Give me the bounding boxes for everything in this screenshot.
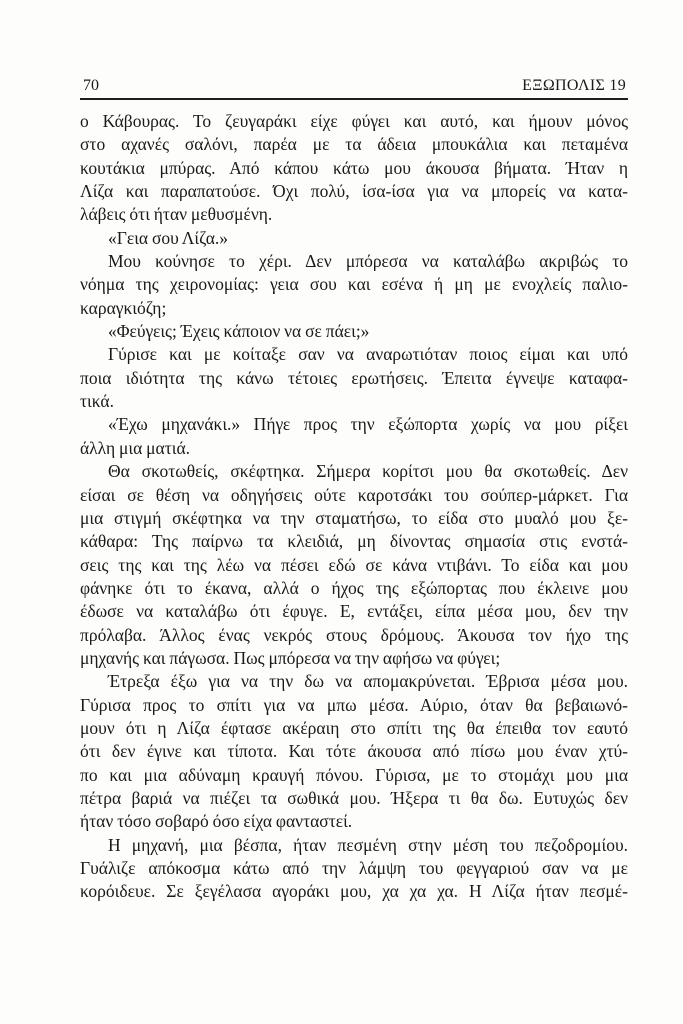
text-line: στο αχανές σαλόνι, παρέα με τα άδεια μπουκάλια και πεταμένα xyxy=(80,134,628,155)
page-number: 70 xyxy=(83,77,99,94)
running-title: ΕΞΩΠΟΛΙΣ 19 xyxy=(522,77,626,94)
text-line: «Γεια σου Λίζα.» xyxy=(108,227,229,248)
text-line: μουν ότι η Λίζα έφτασε ακέραιη στο σπίτι της θα έπειθα τον εαυτό xyxy=(80,717,628,738)
text-line: Η μηχανή, μια βέσπα, ήταν πεσμένη στην μέση του πεζοδρομίου. xyxy=(108,834,628,855)
text-line: Έτρεξα έξω για να την δω να απομακρύνεται. Έβρισα μέσα μου. xyxy=(108,671,628,692)
page-header xyxy=(80,76,626,98)
text-line: Θα σκοτωθείς, σκέφτηκα. Σήμερα κορίτσι μου θα σκοτωθείς. Δεν xyxy=(108,461,628,482)
text-line: νόημα της χειρονομίας: γεια σου και εσένα ή μη με ενοχλείς παλιο- xyxy=(80,274,628,295)
header-rule xyxy=(80,98,628,100)
text-line: ότι δεν έγινε και τίποτα. Και τότε άκουσα από πίσω μου έναν χτύ- xyxy=(80,741,628,762)
text-line: ποια ιδιότητα της κάνω τέτοιες ερωτήσεις. Έπειτα έγνεψε καταφα- xyxy=(80,367,628,388)
text-line: κορόιδευε. Σε ξεγέλασα αγοράκι μου, χα χα χα. Η Λίζα ήταν πεσμέ- xyxy=(80,881,628,902)
text-line: Μου κούνησε το χέρι. Δεν μπόρεσα να καταλάβω ακριβώς το xyxy=(108,251,628,272)
text-line: μηχανής και πάγωσα. Πως μπόρεσα να την αφήσω να φύγει; xyxy=(80,647,501,668)
text-line: πρόλαβα. Άλλος ένας νεκρός στους δρόμους. Άκουσα τον ήχο της xyxy=(80,624,628,645)
text-line: πέτρα βαριά να πιέζει τα σωθικά μου. Ήξερα τι θα δω. Ευτυχώς δεν xyxy=(80,787,628,808)
text-line: μια στιγμή σκέφτηκα να την σταματήσω, το είδα στο μυαλό μου ξε- xyxy=(80,507,628,528)
text-line: φάνηκε ότι το έκανα, αλλά ο ήχος της εξώπορτας που έκλεινε μου xyxy=(80,577,628,598)
text-line: είσαι σε θέση να οδηγήσεις ούτε καροτσάκι του σούπερ-μάρκετ. Για xyxy=(80,484,628,505)
text-line: ήταν τόσο σοβαρό όσο είχα φανταστεί. xyxy=(80,811,353,832)
text-line: «Φεύγεις; Έχεις κάποιον να σε πάει;» xyxy=(108,321,370,342)
text-line: Γύρισε και με κοίταξε σαν να αναρωτιόταν ποιος είμαι και υπό xyxy=(108,344,628,365)
text-line: σεις της και της λέω να πέσει εδώ σε κάνα ντιβάνι. Το είδα και μου xyxy=(80,554,628,575)
text-line: Γυάλιζε απόκοσμα κάτω από την λάμψη του φεγγαριού σαν να με xyxy=(80,858,628,878)
body-text xyxy=(80,110,628,904)
text-line: έδωσε να καταλάβω ότι έφυγε. Ε, εντάξει, είπα μέσα μου, δεν την xyxy=(80,601,628,622)
text-line: λάβεις ότι ήταν μεθυσμένη. xyxy=(80,204,273,225)
text-line: καραγκιόζη; xyxy=(80,297,167,318)
text-line: Γύρισα προς το σπίτι για να μπω μέσα. Αύριο, όταν θα βεβαιωνό- xyxy=(80,694,628,715)
text-line: τικά. xyxy=(80,391,114,412)
text-line: πο και μια αδύναμη κραυγή πόνου. Γύρισα, με το στομάχι μου μια xyxy=(80,764,628,785)
text-line: ο Κάβουρας. Το ζευγαράκι είχε φύγει και αυτό, και ήμουν μόνος xyxy=(80,111,628,131)
text-line: «Έχω μηχανάκι.» Πήγε προς την εξώπορτα χωρίς να μου ρίξει xyxy=(108,414,628,435)
text-line: άλλη μια ματιά. xyxy=(80,437,190,458)
text-line: κάθαρα: Της παίρνω τα κλειδιά, μη δίνοντας σημασία στις ενστά- xyxy=(80,531,628,552)
text-line: κουτάκια μπύρας. Από κάπου κάτω μου άκουσα βήματα. Ήταν η xyxy=(80,157,628,178)
text-line: Λίζα και παραπατούσε. Όχι πολύ, ίσα-ίσα για να μπορείς να κατα- xyxy=(80,181,628,202)
